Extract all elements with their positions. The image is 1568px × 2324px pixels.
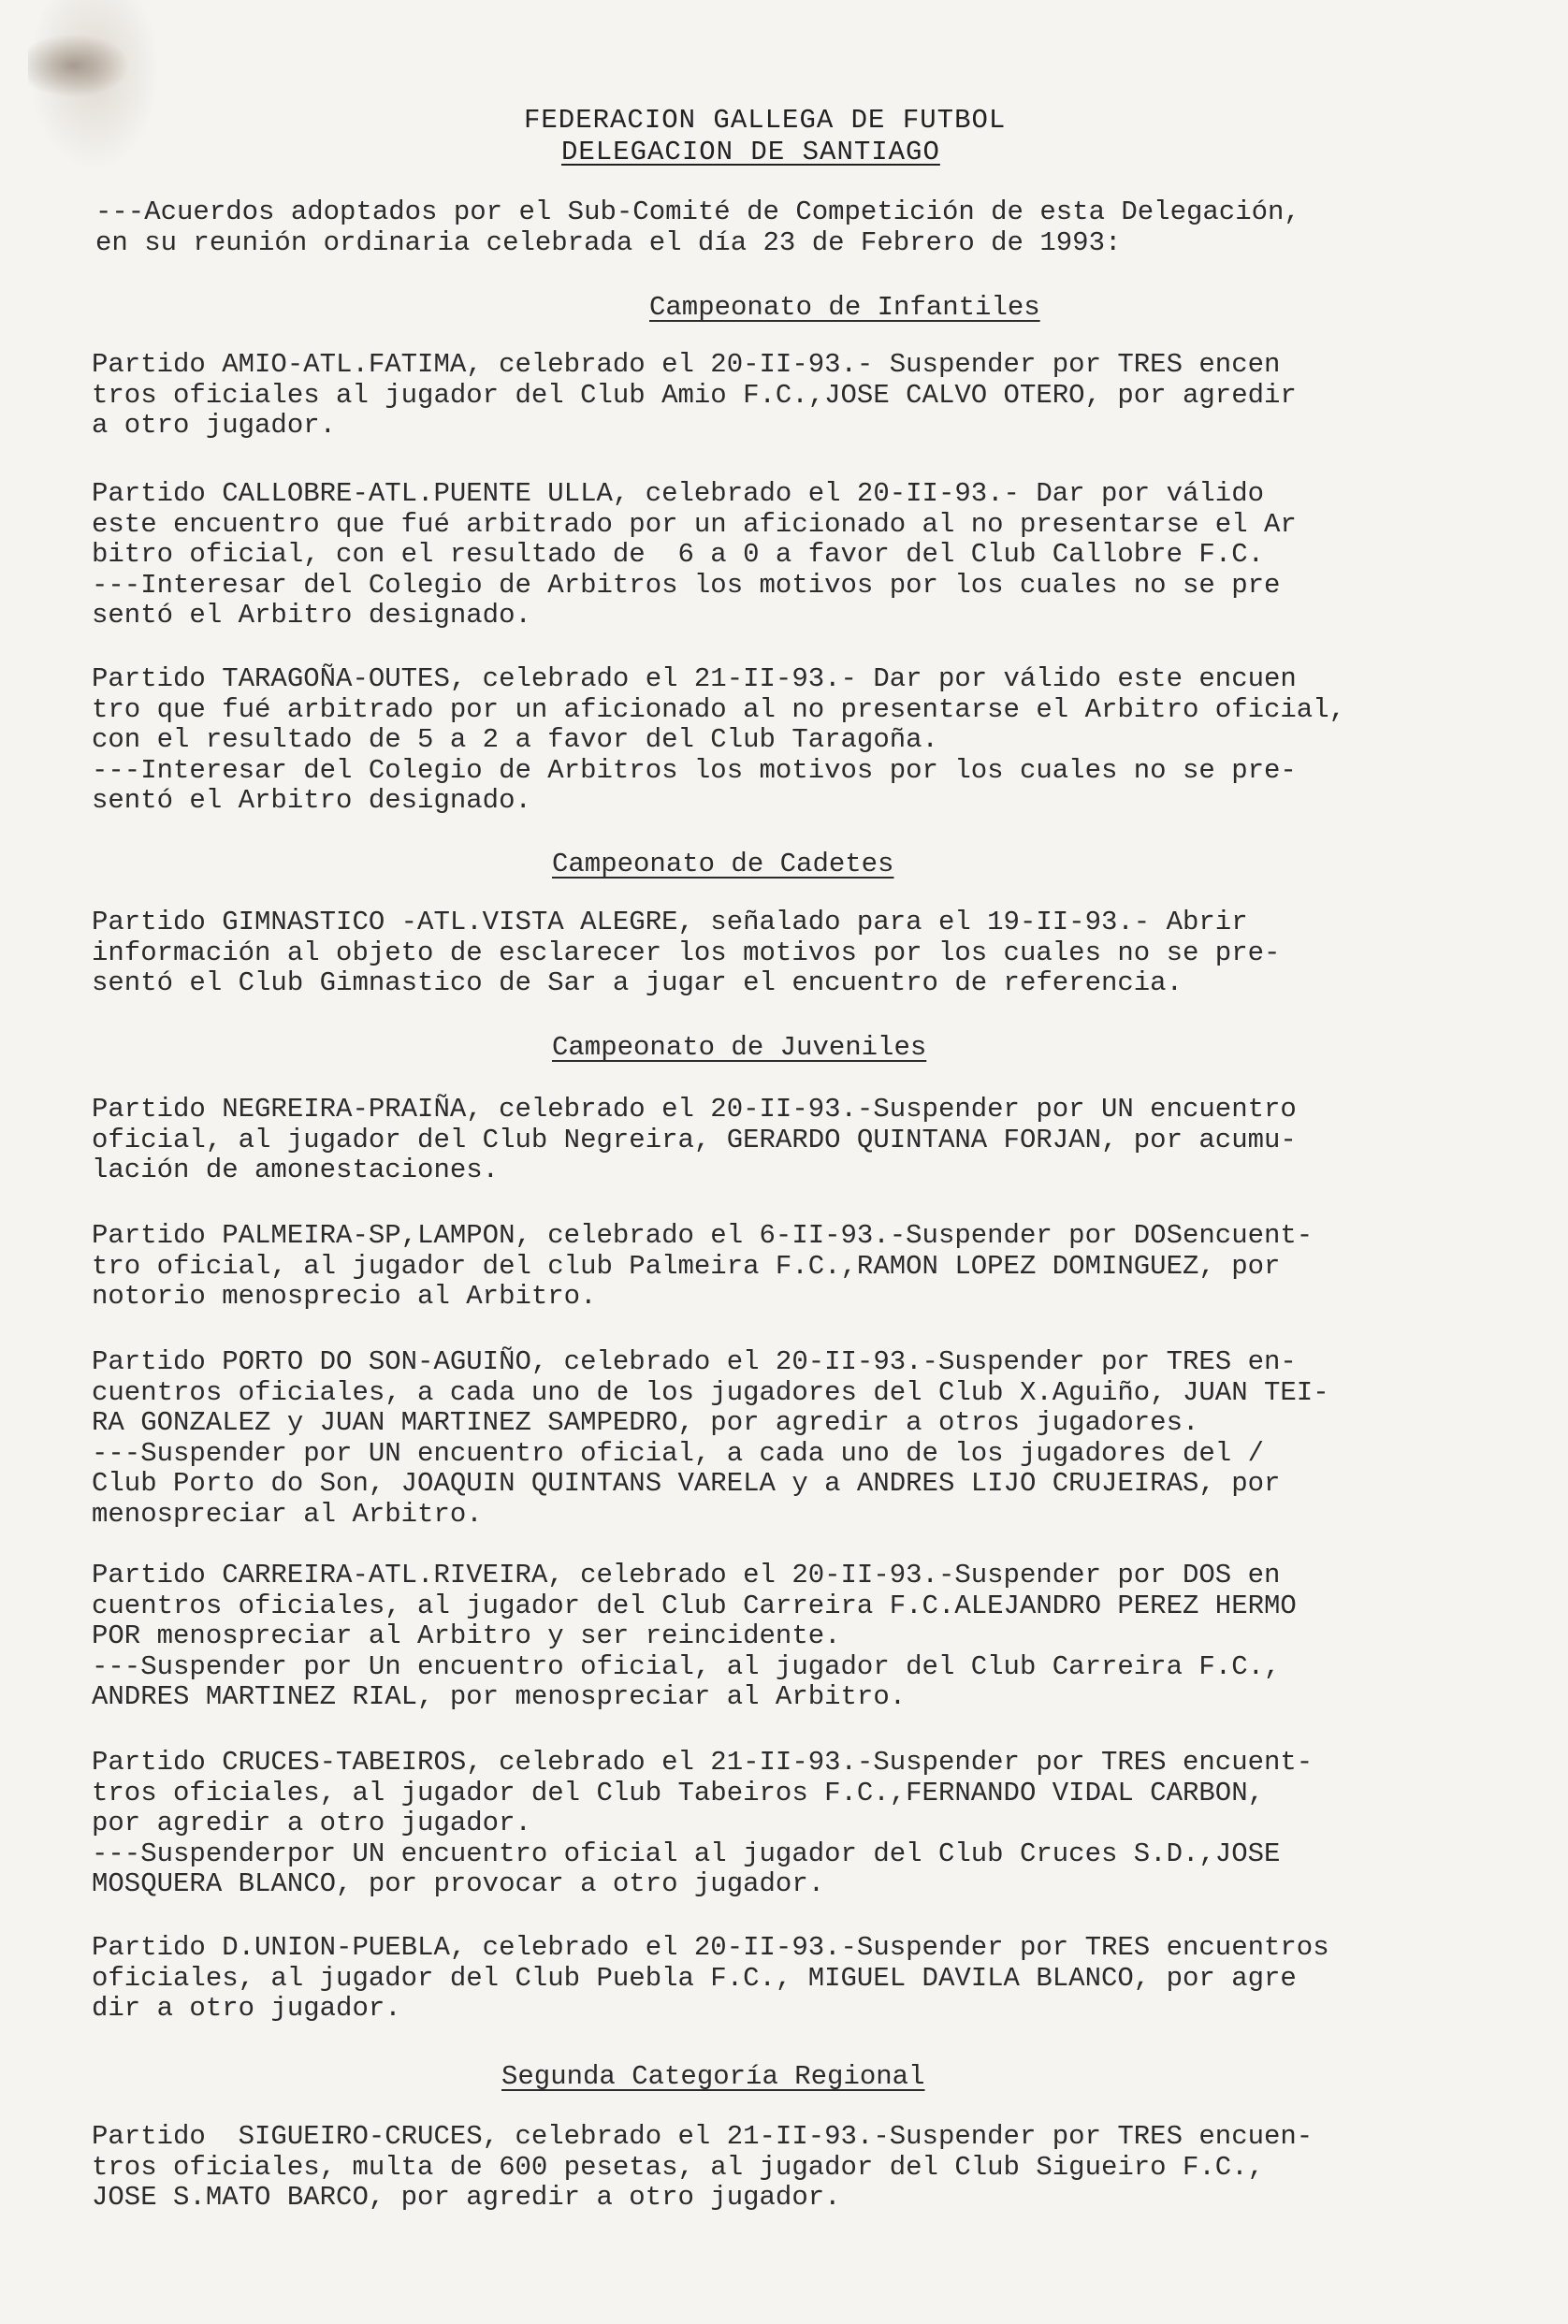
paragraph-cadetes-1: Partido GIMNASTICO -ATL.VISTA ALEGRE, señalado para el 19-II-93.- Abrir información al objeto de esclarecer los motivos por los cuales no se pre- sentó el Club Gimnastico de Sar a jugar el encuentro de referencia.	[92, 907, 1281, 998]
section-title-juveniles: Campeonato de Juveniles	[552, 1032, 927, 1063]
delegation-name: DELEGACION DE SANTIAGO	[561, 137, 940, 167]
section-title-segunda: Segunda Categoría Regional	[501, 2061, 925, 2092]
federation-name: FEDERACION GALLEGA DE FUTBOL	[524, 105, 1007, 136]
paragraph-juveniles-6: Partido D.UNION-PUEBLA, celebrado el 20-II-93.-Suspender por TRES encuentros oficiales, al jugador del Club Puebla F.C., MIGUEL DAVILA BLANCO, por agre dir a otro jugador.	[92, 1932, 1329, 2024]
paragraph-juveniles-1: Partido NEGREIRA-PRAIÑA, celebrado el 20-II-93.-Suspender por UN encuentro oficial, al jugador del Club Negreira, GERARDO QUINTANA FORJAN, por acumu- lación de amonestaciones.	[92, 1094, 1297, 1185]
paragraph-infantiles-2: Partido CALLOBRE-ATL.PUENTE ULLA, celebrado el 20-II-93.- Dar por válido este encuentro que fué arbitrado por un aficionado al no presentarse el Ar bitro oficial, con el resultado de 6 a 0 a favor del Club Callobre F.C. ---Interesar del Colegio de Arbitros los motivos por los cuales no se pre sentó el Arbitro designado.	[92, 478, 1297, 631]
paragraph-infantiles-1: Partido AMIO-ATL.FATIMA, celebrado el 20-II-93.- Suspender por TRES encen tros oficiales al jugador del Club Amio F.C.,JOSE CALVO OTERO, por agredir a otro jugador.	[92, 349, 1297, 441]
section-title-infantiles: Campeonato de Infantiles	[649, 292, 1040, 323]
paragraph-infantiles-3: Partido TARAGOÑA-OUTES, celebrado el 21-II-93.- Dar por válido este encuen tro que fué arbitrado por un aficionado al no presentarse el Arbitro oficial, con el resultado de 5 a 2 a favor del Club Taragoña. ---Interesar del Colegio de Arbitros los motivos por los cuales no se pre- sentó el Arbitro designado.	[92, 663, 1346, 816]
paragraph-juveniles-3: Partido PORTO DO SON-AGUIÑO, celebrado el 20-II-93.-Suspender por TRES en- cuentros oficiales, a cada uno de los jugadores del Club X.Aguiño, JUAN TEI- RA GONZALEZ y JUAN MARTINEZ SAMPEDRO, por agredir a otros jugadores. ---Suspender por UN encuentro oficial, a cada uno de los jugadores del / Club Porto do Son, JOAQUIN QUINTANS VARELA y a ANDRES LIJO CRUJEIRAS, por menospreciar al Arbitro.	[92, 1346, 1329, 1530]
paragraph-juveniles-5: Partido CRUCES-TABEIROS, celebrado el 21-II-93.-Suspender por TRES encuent- tros oficiales, al jugador del Club Tabeiros F.C.,FERNANDO VIDAL CARBON, por agredir a otro jugador. ---Suspenderpor UN encuentro oficial al jugador del Club Cruces S.D.,JOSE MOSQUERA BLANCO, por provocar a otro jugador.	[92, 1747, 1314, 1899]
paragraph-juveniles-2: Partido PALMEIRA-SP,LAMPON, celebrado el 6-II-93.-Suspender por DOSencuent- tro oficial, al jugador del club Palmeira F.C.,RAMON LOPEZ DOMINGUEZ, por notorio menosprecio al Arbitro.	[92, 1220, 1314, 1312]
paper-stain	[28, 28, 140, 103]
paragraph-juveniles-4: Partido CARREIRA-ATL.RIVEIRA, celebrado el 20-II-93.-Suspender por DOS en cuentros oficiales, al jugador del Club Carreira F.C.ALEJANDRO PEREZ HERMO POR menospreciar al Arbitro y ser reincidente. ---Suspender por Un encuentro oficial, al jugador del Club Carreira F.C., ANDRES MARTINEZ RIAL, por menospreciar al Arbitro.	[92, 1560, 1297, 1712]
section-title-cadetes: Campeonato de Cadetes	[552, 849, 894, 879]
paragraph-segunda-1: Partido SIGUEIRO-CRUCES, celebrado el 21-II-93.-Suspender por TRES encuen- tros oficiales, multa de 600 pesetas, al jugador del Club Sigueiro F.C., JOSE S.MATO BARCO, por agredir a otro jugador.	[92, 2121, 1314, 2213]
intro-paragraph: ---Acuerdos adoptados por el Sub-Comité de Competición de esta Delegación, en su reunión ordinaria celebrada el día 23 de Febrero de 1993:	[95, 196, 1300, 258]
letterhead	[524, 105, 1179, 168]
